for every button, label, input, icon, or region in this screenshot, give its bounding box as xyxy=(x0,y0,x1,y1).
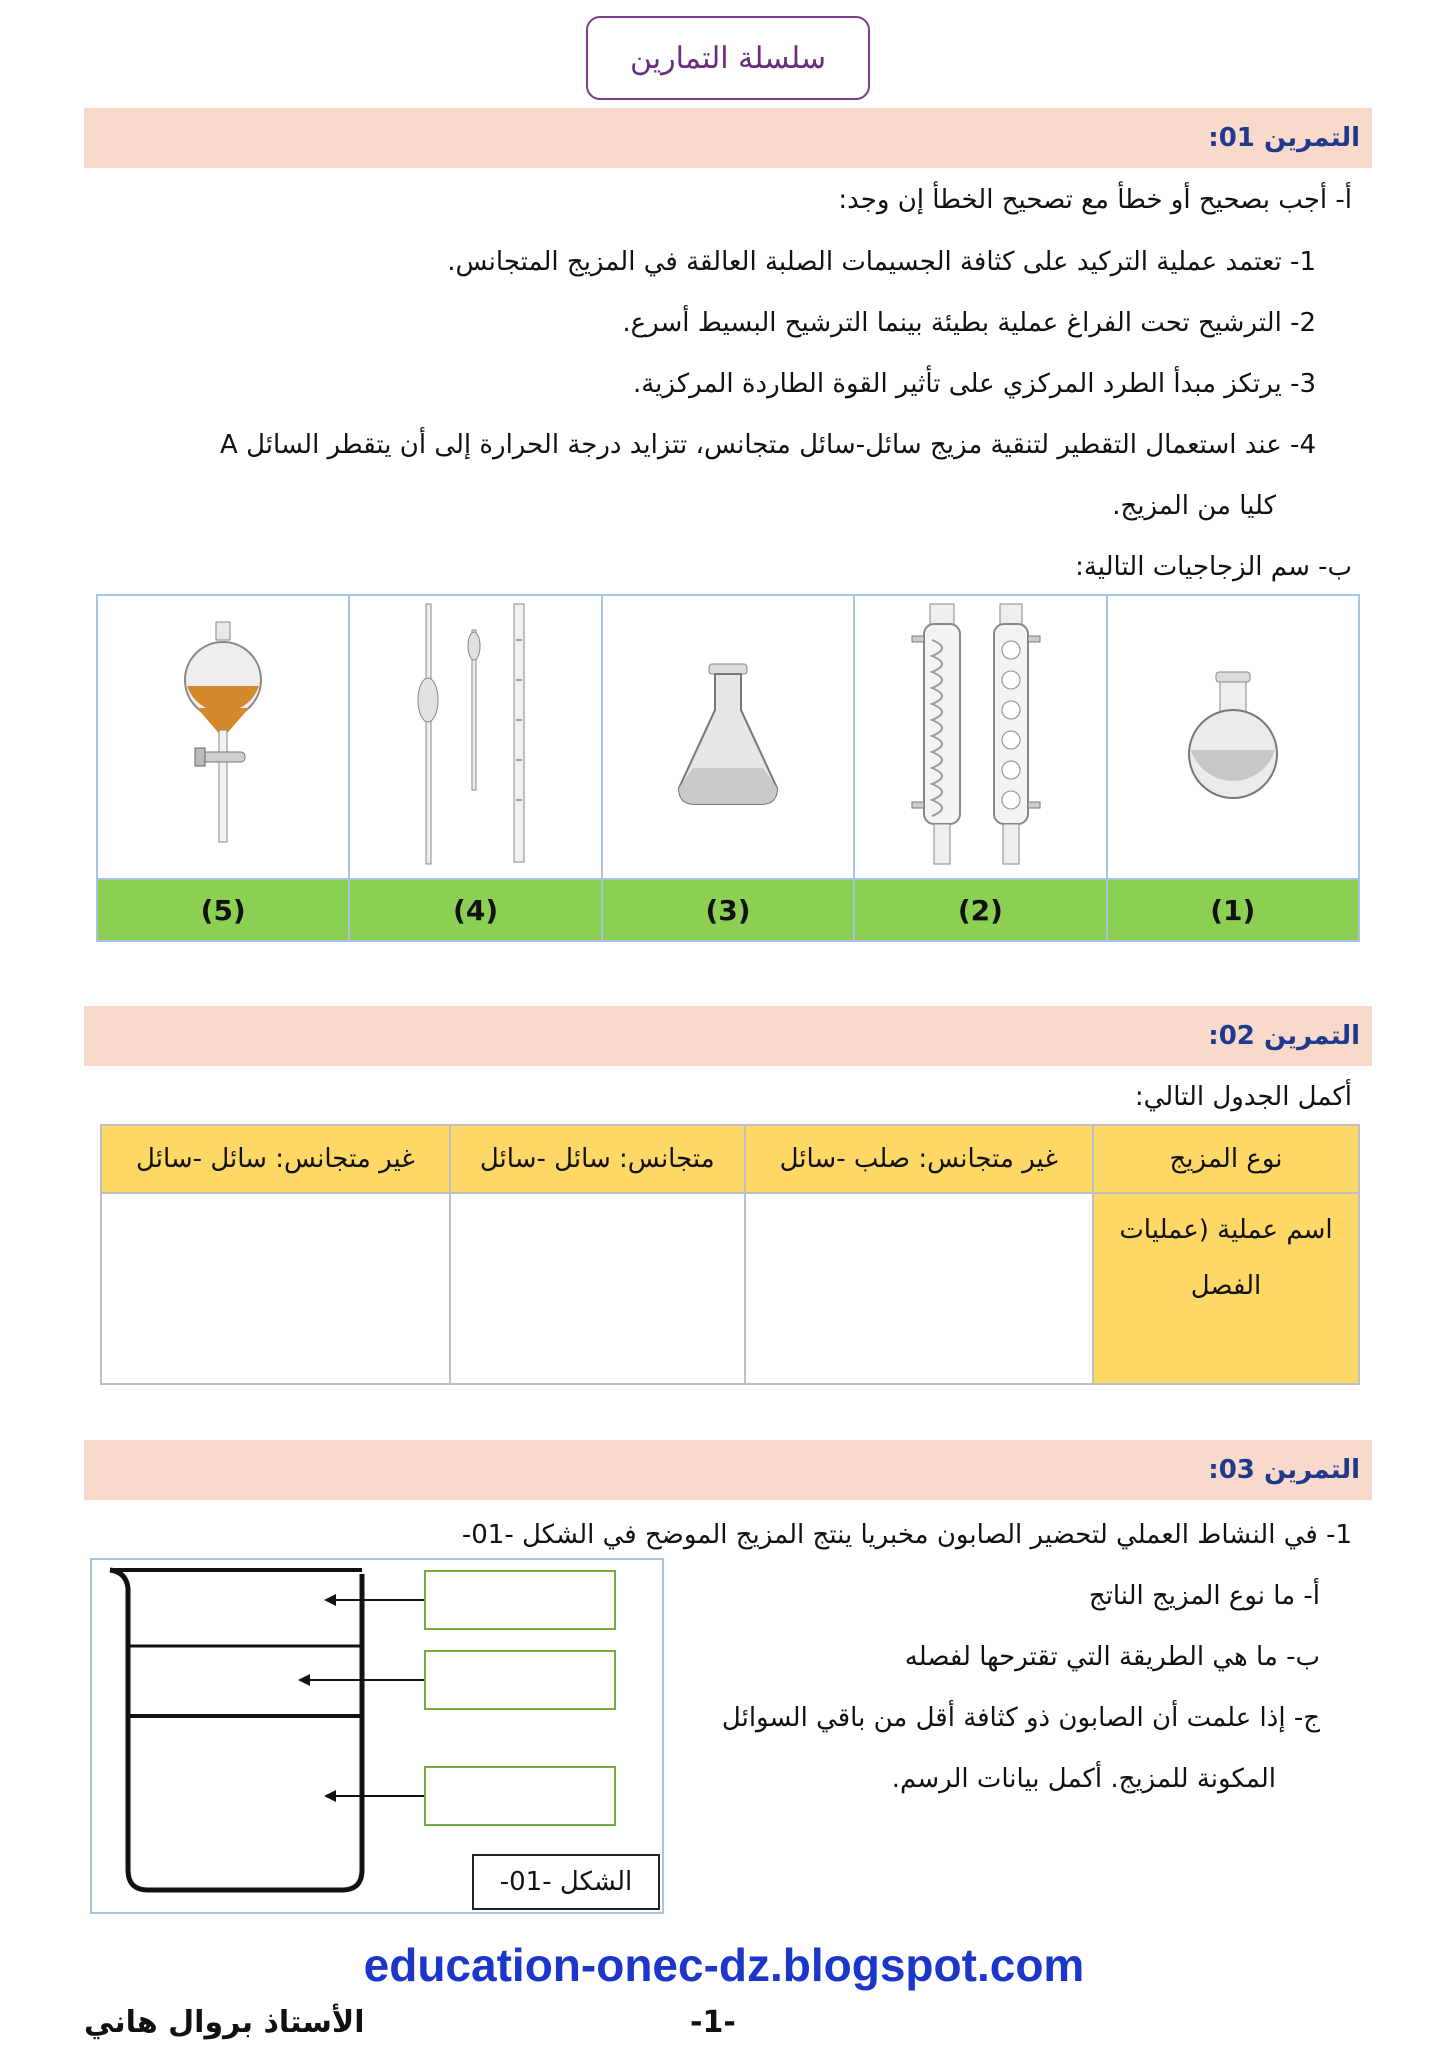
mix-row-label-line2: الفصل xyxy=(1190,1271,1262,1301)
pipettes-burette-icon xyxy=(406,600,546,870)
ex1-item-3: 3- يرتكز مبدأ الطرد المركزي على تأثير القوة الطاردة المركزية. xyxy=(632,369,1316,399)
glassware-number-1: (1) xyxy=(1107,879,1359,941)
ex3-q1: 1- في النشاط العملي لتحضير الصابون مخبريا ينتج المزيج الموضح في الشكل -01- xyxy=(461,1520,1352,1550)
mix-answer-cell-2[interactable] xyxy=(450,1193,745,1384)
mixture-table xyxy=(100,1124,1360,1385)
ex1-item-4: 4- عند استعمال التقطير لتنقية مزيج سائل-سائل متجانس، تتزايد درجة الحرارة إلى أن يتقطر السائل A xyxy=(220,430,1316,460)
exercise-1-heading: التمرين 01: xyxy=(84,108,1372,168)
exercise-2-heading: التمرين 02: xyxy=(84,1006,1372,1066)
figure-label-box-middle[interactable] xyxy=(424,1650,616,1710)
mix-header-2: متجانس: سائل -سائل xyxy=(450,1125,745,1193)
separatory-funnel-icon xyxy=(183,620,263,850)
glassware-cell-5 xyxy=(97,595,349,879)
figure-01 xyxy=(90,1558,664,1914)
ex1-part-b: ب- سم الزجاجيات التالية: xyxy=(1075,552,1352,582)
ex3-qc: ج- إذا علمت أن الصابون ذو كثافة أقل من باقي السوائل xyxy=(721,1703,1320,1733)
mix-header-1: غير متجانس: صلب -سائل xyxy=(745,1125,1093,1193)
figure-caption: الشكل -01- xyxy=(472,1854,660,1910)
glassware-number-4: (4) xyxy=(349,879,601,941)
glassware-number-5: (5) xyxy=(97,879,349,941)
mix-row-label-line1: اسم عملية (عمليات xyxy=(1119,1215,1333,1245)
mix-row-label xyxy=(1093,1193,1359,1384)
glassware-number-3: (3) xyxy=(602,879,854,941)
glassware-number-2: (2) xyxy=(854,879,1106,941)
mix-answer-cell-1[interactable] xyxy=(745,1193,1093,1384)
figure-label-box-bottom[interactable] xyxy=(424,1766,616,1826)
page-title: سلسلة التمارين xyxy=(586,16,870,100)
glassware-cell-2 xyxy=(854,595,1106,879)
round-bottom-flask-icon xyxy=(1178,670,1288,800)
mix-header-3: غير متجانس: سائل -سائل xyxy=(101,1125,450,1193)
condensers-icon xyxy=(890,600,1070,870)
glassware-cell-4 xyxy=(349,595,601,879)
ex1-part-a: أ- أجب بصحيح أو خطأ مع تصحيح الخطأ إن وجد: xyxy=(838,185,1352,215)
footer-url-link[interactable]: education-onec-dz.blogspot.com xyxy=(363,1939,1085,1991)
figure-label-box-top[interactable] xyxy=(424,1570,616,1630)
ex1-item-1: 1- تعتمد عملية التركيد على كثافة الجسيمات الصلبة العالقة في المزيج المتجانس. xyxy=(447,247,1316,277)
exercise-3-heading: التمرين 03: xyxy=(84,1440,1372,1500)
ex2-instruction: أكمل الجدول التالي: xyxy=(1134,1082,1352,1112)
mix-answer-cell-3[interactable] xyxy=(101,1193,450,1384)
ex3-qc-cont: المكونة للمزيج. أكمل بيانات الرسم. xyxy=(891,1764,1276,1794)
glassware-cell-3 xyxy=(602,595,854,879)
ex1-item-2: 2- الترشيح تحت الفراغ عملية بطيئة بينما الترشيح البسيط أسرع. xyxy=(622,308,1316,338)
glassware-cell-1 xyxy=(1107,595,1359,879)
author-name: الأستاذ بروال هاني xyxy=(84,2005,365,2040)
erlenmeyer-flask-icon xyxy=(673,660,783,810)
ex3-qa: أ- ما نوع المزيج الناتج xyxy=(1088,1581,1320,1611)
page-number: -1- xyxy=(690,2005,736,2040)
glassware-table xyxy=(96,594,1360,942)
ex1-item-4-cont: كليا من المزيج. xyxy=(1112,491,1276,521)
ex3-qb: ب- ما هي الطريقة التي تقترحها لفصله xyxy=(904,1642,1320,1672)
mix-header-type: نوع المزيج xyxy=(1093,1125,1359,1193)
